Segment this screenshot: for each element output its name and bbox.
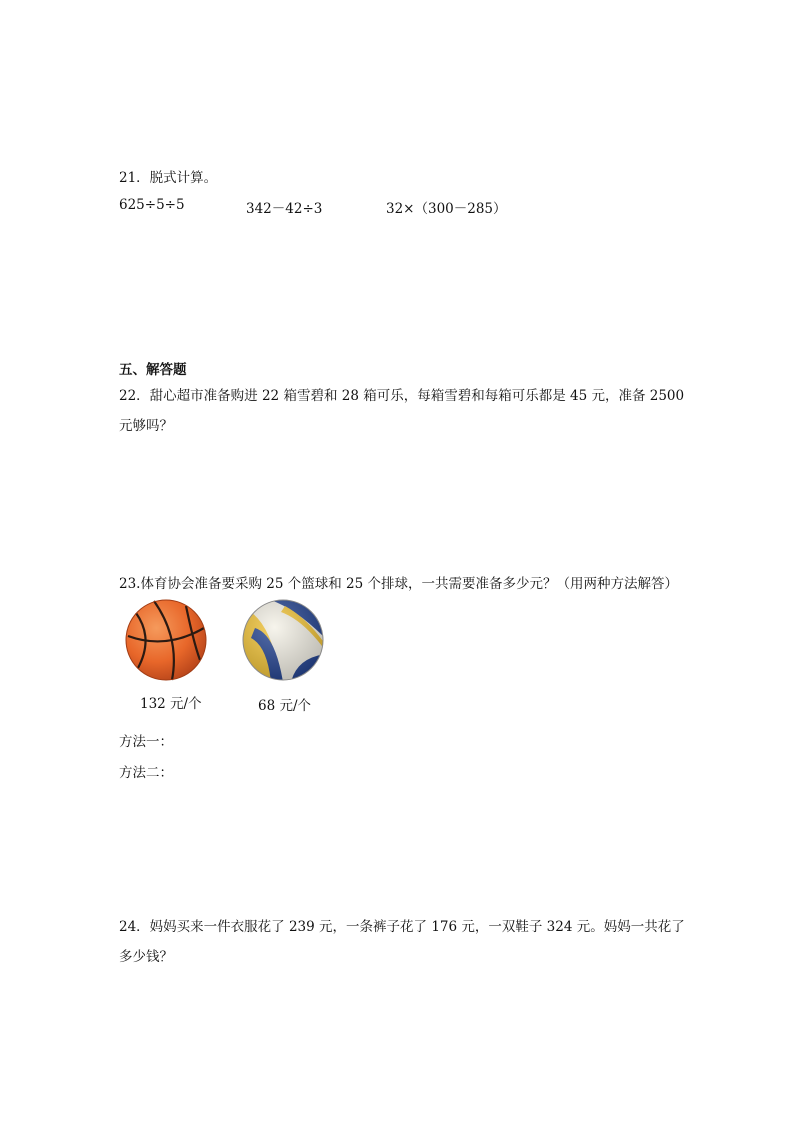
q21-expression-2: 342－42÷3 (246, 201, 323, 217)
q24-line-1: 24．妈妈买来一件衣服花了 239 元，一条裤子花了 176 元，一双鞋子 324 元。妈妈一共花了 (119, 919, 685, 935)
q21-expression-3: 32×（300－285） (386, 201, 507, 217)
method-two-label: 方法二： (119, 765, 173, 781)
q24-line-2: 多少钱？ (119, 949, 173, 965)
volleyball-icon (241, 598, 325, 682)
q22-line-2: 元够吗？ (119, 418, 173, 434)
volleyball-price: 68 元/个 (258, 698, 312, 714)
q21-expression-1: 625÷5÷5 (119, 197, 185, 213)
method-one-label: 方法一： (119, 734, 173, 750)
q21-title: 21．脱式计算。 (119, 170, 218, 186)
section-heading: 五、解答题 (119, 362, 187, 378)
q23-text: 23.体育协会准备要采购 25 个篮球和 25 个排球，一共需要准备多少元？（用两种方法解答） (119, 576, 678, 592)
basketball-price: 132 元/个 (140, 696, 202, 712)
q22-line-1: 22．甜心超市准备购进 22 箱雪碧和 28 箱可乐，每箱雪碧和每箱可乐都是 45 元，准备 2500 (119, 388, 685, 404)
basketball-icon (124, 598, 208, 682)
